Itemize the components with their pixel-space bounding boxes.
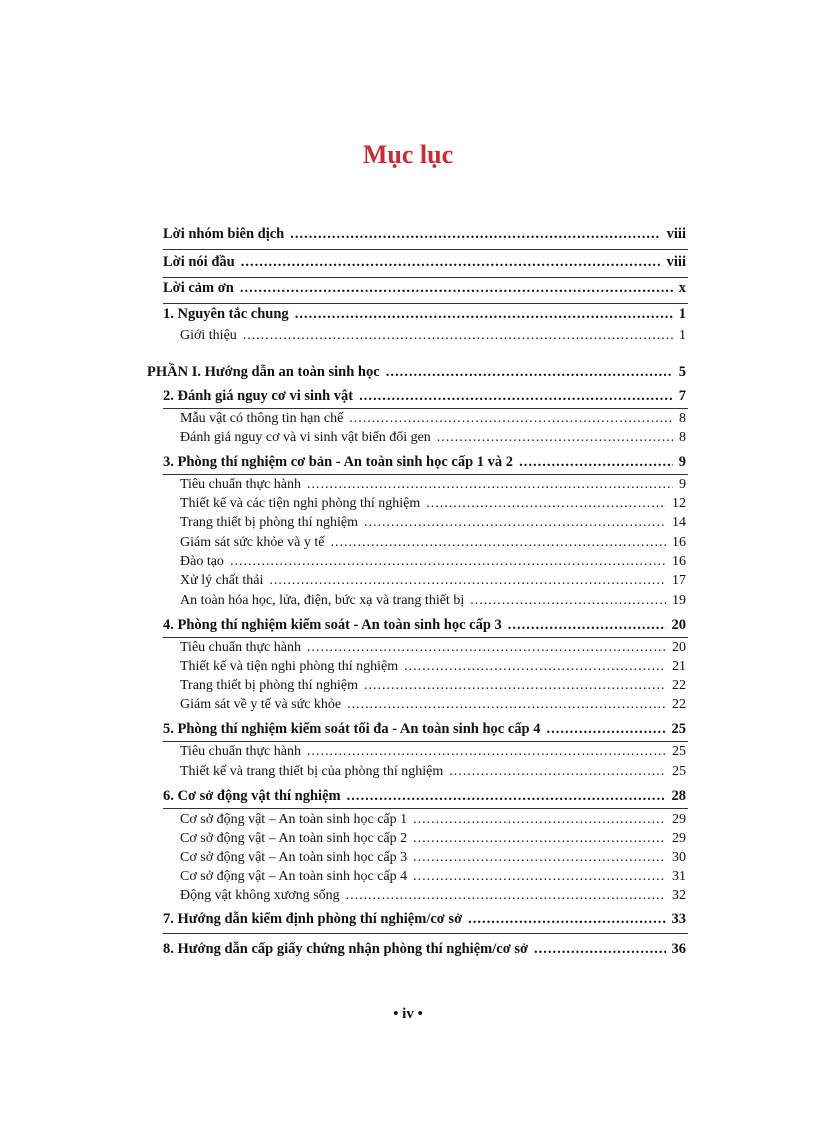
toc-entry-page: 16 [672, 535, 686, 550]
toc-subentry[interactable] [180, 535, 686, 551]
divider [163, 408, 688, 409]
toc-entry-label: Cơ sở động vật – An toàn sinh học cấp 1 [180, 812, 408, 827]
toc-entry-label: Cơ sở động vật – An toàn sinh học cấp 2 [180, 831, 408, 846]
toc-entry-page: 20 [671, 617, 686, 633]
toc-entry-label: Xử lý chất thải [180, 573, 264, 588]
toc-entry-label: Lời nói đầu [163, 254, 235, 270]
toc-entry-label: Lời cảm ơn [163, 280, 234, 296]
toc-entry-label: Tiêu chuẩn thực hành [180, 744, 301, 759]
toc-entry[interactable] [163, 617, 686, 634]
toc-entry-label: Thiết kế và tiện nghi phòng thí nghiệm [180, 659, 399, 674]
toc-entry-page: 12 [672, 496, 686, 511]
divider [163, 277, 688, 278]
toc-entry-label: Cơ sở động vật – An toàn sinh học cấp 3 [180, 850, 408, 865]
toc-entry-label: PHẦN I. Hướng dẫn an toàn sinh học [147, 364, 380, 380]
toc-entry-page: 8 [679, 430, 686, 445]
toc-subentry[interactable] [180, 496, 686, 512]
toc-entry[interactable] [163, 254, 686, 271]
toc-entry-page: viii [666, 226, 686, 242]
toc-entry-label: Trang thiết bị phòng thí nghiệm [180, 678, 358, 693]
toc-entry[interactable] [163, 788, 686, 805]
toc-subentry[interactable] [180, 869, 686, 885]
toc-entry-label: Đánh giá nguy cơ và vi sinh vật biến đổi gen [180, 430, 431, 445]
toc-subentry[interactable] [180, 764, 686, 780]
toc-entry-page: 33 [671, 911, 686, 927]
toc-subentry[interactable] [180, 744, 686, 760]
toc-entry-page: 9 [679, 477, 686, 492]
toc-subentry[interactable] [180, 812, 686, 828]
divider [163, 474, 688, 475]
toc-entry-page: 20 [672, 640, 686, 655]
toc-subentry[interactable] [180, 554, 686, 570]
toc-entry-page: x [678, 280, 686, 296]
toc-entry-page: 22 [672, 678, 686, 693]
toc-entry-page: 17 [672, 573, 686, 588]
toc-entry-label: Giới thiệu [180, 328, 237, 343]
toc-entry-label: 8. Hướng dẫn cấp giấy chứng nhận phòng thí nghiệm/cơ sở [163, 941, 529, 957]
divider [163, 933, 688, 934]
toc-entry-page: 1 [679, 328, 686, 343]
toc-entry-label: Động vật không xương sống [180, 888, 340, 903]
toc-entry[interactable] [163, 388, 686, 405]
toc-entry-page: 22 [672, 697, 686, 712]
divider [163, 249, 688, 250]
divider [163, 741, 688, 742]
toc-entry-label: Cơ sở động vật – An toàn sinh học cấp 4 [180, 869, 408, 884]
toc-subentry[interactable] [180, 659, 686, 675]
toc-entry-label: Mẫu vật có thông tin hạn chế [180, 411, 344, 426]
toc-entry-page: 25 [672, 744, 686, 759]
divider [163, 637, 688, 638]
page-title: Mục lục [362, 140, 454, 169]
toc-entry-page: 28 [671, 788, 686, 804]
toc-subentry[interactable] [180, 593, 686, 609]
toc-entry[interactable] [163, 280, 686, 297]
toc-subentry[interactable] [180, 515, 686, 531]
toc-part[interactable] [147, 364, 686, 381]
toc-subentry[interactable] [180, 678, 686, 694]
toc-entry[interactable] [163, 454, 686, 471]
toc-entry-label: 3. Phòng thí nghiệm cơ bản - An toàn sinh học cấp 1 và 2 [163, 454, 514, 470]
toc-subentry[interactable] [180, 888, 686, 904]
toc-entry-page: 31 [672, 869, 686, 884]
toc-entry-label: Giám sát về y tế và sức khỏe [180, 697, 342, 712]
toc-entry-label: Lời nhóm biên dịch [163, 226, 285, 242]
toc-entry-label: An toàn hóa học, lửa, điện, bức xạ và trang thiết bị [180, 593, 465, 608]
toc-entry-page: 29 [672, 831, 686, 846]
toc-entry[interactable] [163, 226, 686, 243]
toc-entry-label: Tiêu chuẩn thực hành [180, 640, 301, 655]
toc-entry-label: Thiết kế và trang thiết bị của phòng thí nghiệm [180, 764, 444, 779]
toc-entry-label: Giám sát sức khỏe và y tế [180, 535, 325, 550]
toc-entry-page: 25 [671, 721, 686, 737]
toc-entry-page: 8 [679, 411, 686, 426]
toc-entry-page: 16 [672, 554, 686, 569]
toc-subentry[interactable] [180, 697, 686, 713]
toc-entry-label: Trang thiết bị phòng thí nghiệm [180, 515, 358, 530]
toc-entry[interactable] [163, 721, 686, 738]
toc-subentry[interactable] [180, 573, 686, 589]
toc-entry-page: 9 [678, 454, 686, 470]
divider [163, 808, 688, 809]
toc-entry-page: 21 [672, 659, 686, 674]
toc-entry[interactable] [163, 306, 686, 323]
toc-entry-page: 5 [678, 364, 686, 380]
toc-entry-page: viii [666, 254, 686, 270]
page-number: • iv • [393, 1006, 423, 1022]
divider [163, 303, 688, 304]
toc-entry-page: 7 [678, 388, 686, 404]
toc-subentry[interactable] [180, 477, 686, 493]
toc-entry-label: 5. Phòng thí nghiệm kiểm soát tối đa - An toàn sinh học cấp 4 [163, 721, 541, 737]
toc-entry-page: 1 [678, 306, 686, 322]
toc-entry-page: 14 [672, 515, 686, 530]
toc-entry-page: 29 [672, 812, 686, 827]
toc-subentry[interactable] [180, 640, 686, 656]
toc-entry-label: Tiêu chuẩn thực hành [180, 477, 301, 492]
toc-entry-label: 2. Đánh giá nguy cơ vi sinh vật [163, 388, 354, 404]
toc-entry-page: 19 [672, 593, 686, 608]
toc-entry[interactable] [163, 911, 686, 928]
toc-subentry[interactable] [180, 328, 686, 344]
toc-entry-page: 36 [671, 941, 686, 957]
toc-entry-label: 7. Hướng dẫn kiểm định phòng thí nghiệm/cơ sở [163, 911, 463, 927]
toc-entry-label: 1. Nguyên tắc chung [163, 306, 289, 322]
toc-entry-page: 32 [672, 888, 686, 903]
toc-subentry[interactable] [180, 831, 686, 847]
toc-subentry[interactable] [180, 850, 686, 866]
toc-entry[interactable] [163, 941, 686, 958]
toc-entry-page: 30 [672, 850, 686, 865]
toc-entry-label: 6. Cơ sở động vật thí nghiệm [163, 788, 341, 804]
toc-subentry[interactable] [180, 430, 686, 446]
toc-entry-label: 4. Phòng thí nghiệm kiểm soát - An toàn sinh học cấp 3 [163, 617, 502, 633]
toc-entry-page: 25 [672, 764, 686, 779]
toc-entry-label: Đào tạo [180, 554, 224, 569]
toc-entry-label: Thiết kế và các tiện nghi phòng thí nghiệm [180, 496, 421, 511]
toc-subentry[interactable] [180, 411, 686, 427]
